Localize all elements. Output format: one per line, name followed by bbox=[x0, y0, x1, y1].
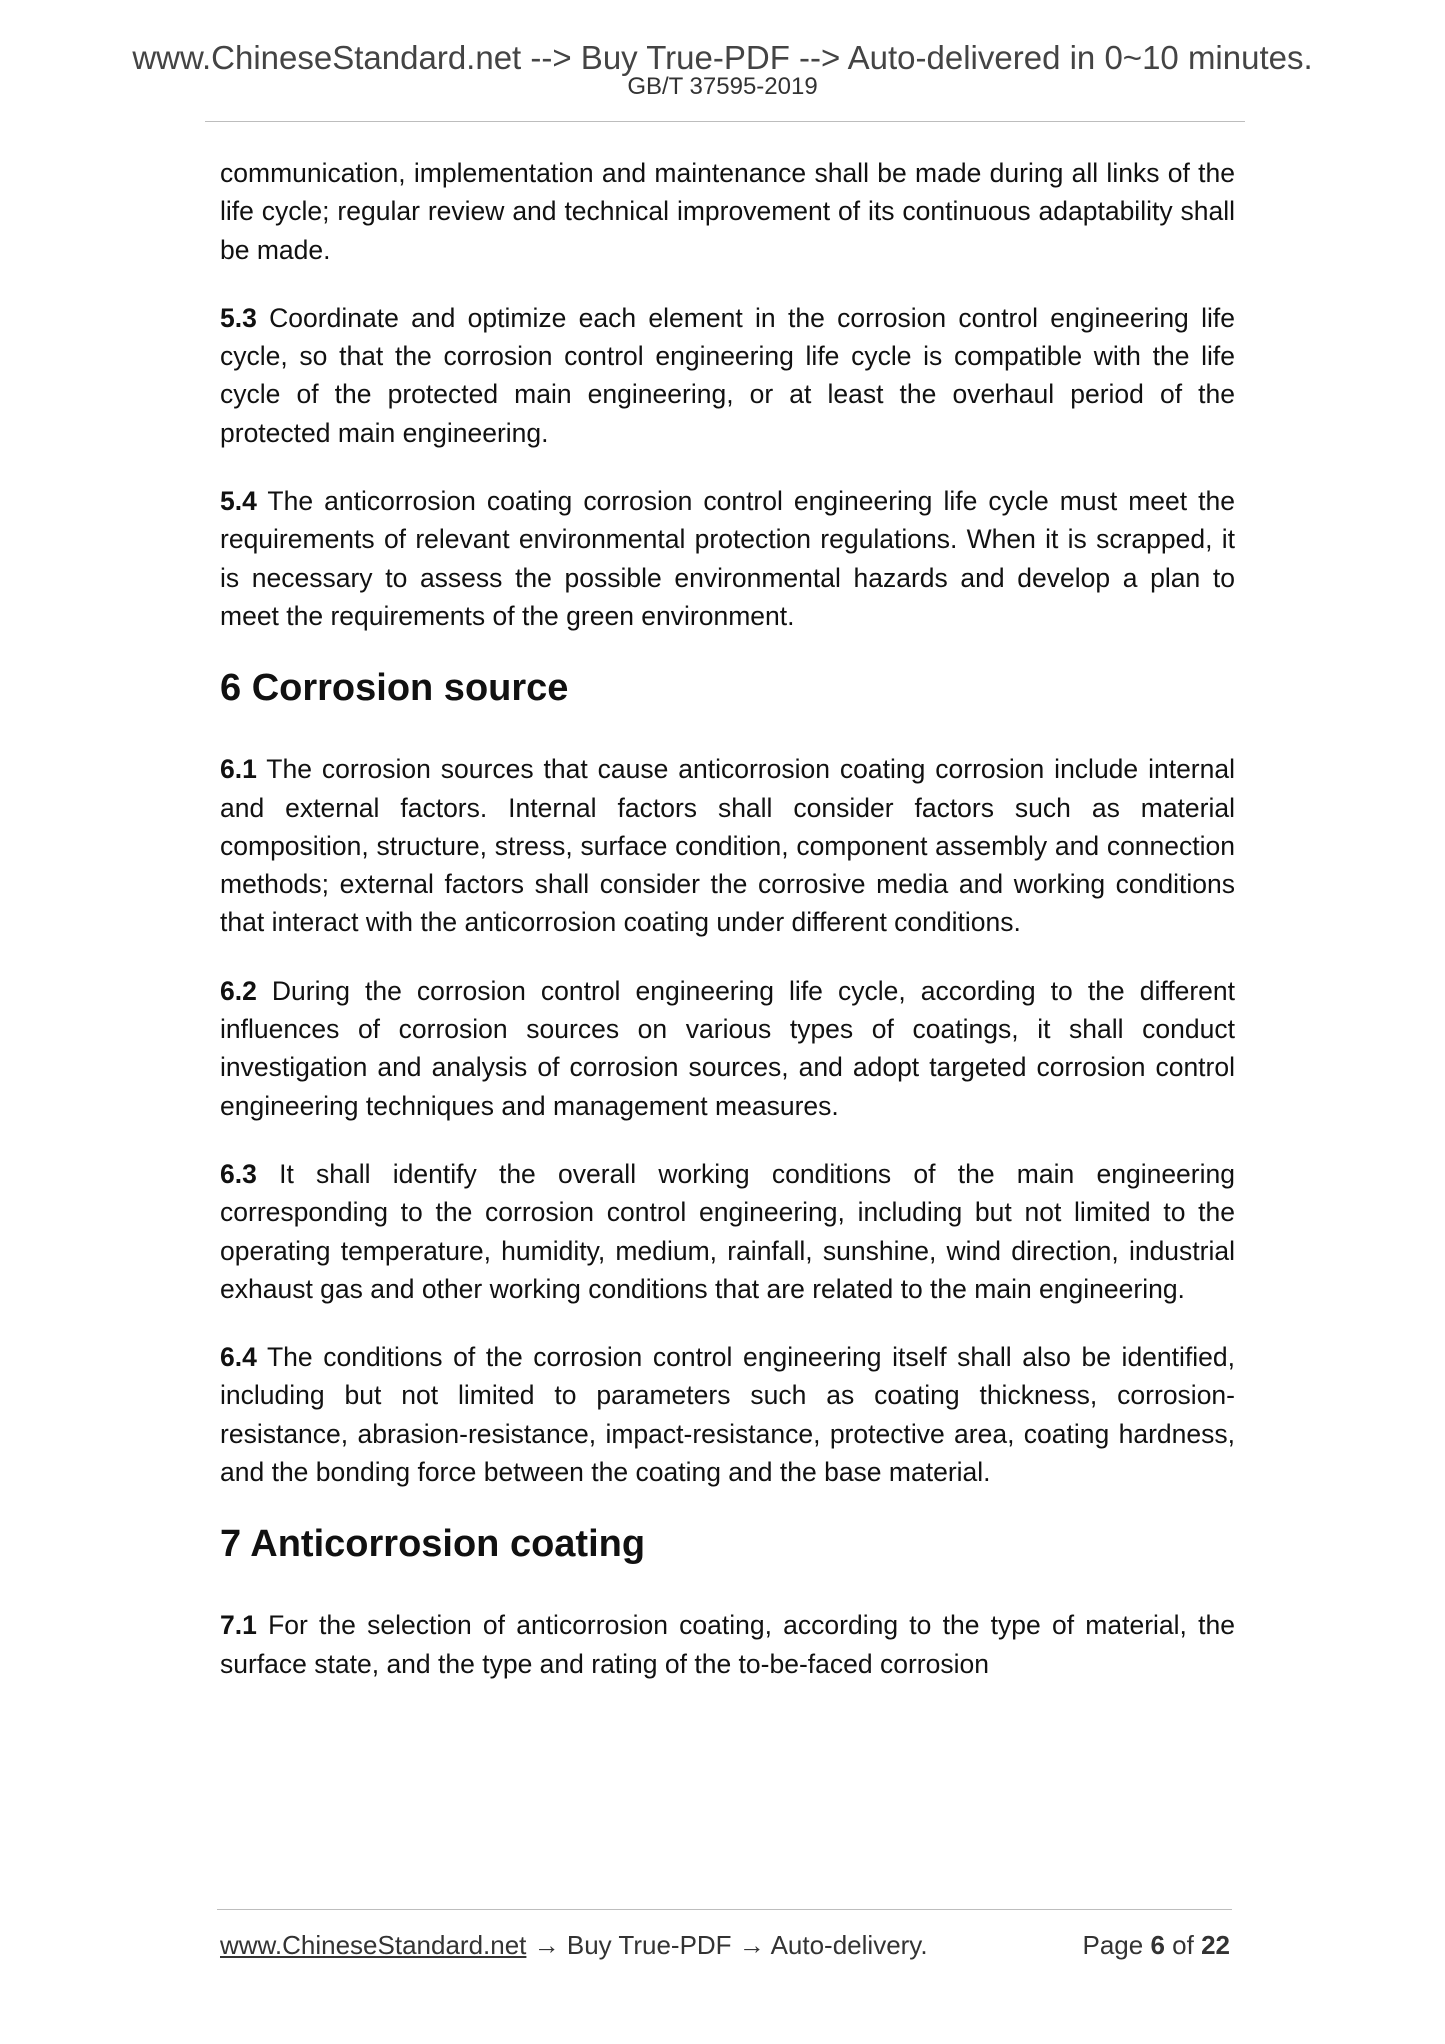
paragraph-continuation bbox=[220, 154, 1235, 269]
clause-5-3 bbox=[220, 299, 1235, 452]
clause-text: The corrosion sources that cause anticorrosion coating corrosion include internal and external factors. Internal factors shall consider factors such as material composition, structure, stress, surface condition, component assembly and connection methods; external factors shall consider the corrosive media and working conditions that interact with the anticorrosion coating under different conditions. bbox=[220, 754, 1235, 938]
page-content bbox=[220, 154, 1235, 1713]
footer-source bbox=[220, 1925, 928, 1965]
clause-6-3 bbox=[220, 1155, 1235, 1308]
clause-6-1 bbox=[220, 750, 1235, 941]
clause-number: 5.4 bbox=[220, 486, 257, 517]
standard-code: GB/T 37595-2019 bbox=[627, 73, 818, 100]
clause-number: 7.1 bbox=[220, 1610, 257, 1641]
clause-7-1 bbox=[220, 1606, 1235, 1683]
site-link[interactable]: www.ChineseStandard.net bbox=[220, 1930, 527, 1960]
source-banner: www.ChineseStandard.net --> Buy True-PDF --> Auto-delivered in 0~10 minutes. bbox=[132, 39, 1313, 76]
clause-6-2 bbox=[220, 972, 1235, 1125]
clause-text: It shall identify the overall working conditions of the main engineering corresponding to the corrosion control engineering, including but not limited to the operating temperature, humidity, medium, rainfall, sunshine, wind direction, industrial exhaust gas and other working conditions that are related to the main engineering. bbox=[220, 1158, 1235, 1304]
section-heading-7: 7 Anticorrosion coating bbox=[220, 1523, 646, 1566]
footer-divider bbox=[217, 1909, 1232, 1910]
clause-number: 6.3 bbox=[220, 1158, 257, 1189]
clause-number: 6.4 bbox=[220, 1342, 257, 1373]
clause-number: 6.1 bbox=[220, 754, 257, 785]
section-heading-6: 6 Corrosion source bbox=[220, 667, 569, 710]
footer-tagline: → Buy True-PDF → Auto-delivery. bbox=[526, 1930, 928, 1960]
header-divider bbox=[205, 121, 1245, 122]
clause-5-4 bbox=[220, 482, 1235, 635]
clause-6-4 bbox=[220, 1338, 1235, 1491]
clause-number: 6.2 bbox=[220, 975, 257, 1006]
clause-number: 5.3 bbox=[220, 302, 257, 333]
clause-text: Coordinate and optimize each element in the corrosion control engineering life cycle, so that the corrosion control engineering life cycle is compatible with the life cycle of the protected main engineering, or at least the overhaul period of the protected main engineering. bbox=[220, 302, 1235, 448]
clause-text: The anticorrosion coating corrosion control engineering life cycle must meet the requirements of relevant environmental protection regulations. When it is scrapped, it is necessary to assess the possible environmental hazards and develop a plan to meet the requirements of the green environment. bbox=[220, 486, 1235, 631]
page-indicator bbox=[1082, 1925, 1230, 1965]
of-label: of bbox=[1172, 1930, 1194, 1960]
clause-text: For the selection of anticorrosion coating, according to the type of material, the surface state, and the type and rating of the to-be-faced corrosion bbox=[220, 1610, 1235, 1679]
page-label: Page bbox=[1082, 1930, 1144, 1960]
clause-text: During the corrosion control engineering life cycle, according to the different influences of corrosion sources on various types of coatings, it shall conduct investigation and analysis of corrosion sources, and adopt targeted corrosion control engineering techniques and management measures. bbox=[220, 975, 1235, 1121]
paragraph-text: communication, implementation and maintenance shall be made during all links of the life cycle; regular review and technical improvement of its continuous adaptability shall be made. bbox=[220, 158, 1235, 265]
page-total: 22 bbox=[1201, 1930, 1230, 1960]
clause-text: The conditions of the corrosion control engineering itself shall also be identified, including but not limited to parameters such as coating thickness, corrosion-resistance, abrasion-resistance, impact-resistance, protective area, coating hardness, and the bonding force between the coating and the base material. bbox=[220, 1342, 1236, 1488]
page-footer bbox=[220, 1925, 1230, 1965]
page-current: 6 bbox=[1150, 1930, 1165, 1960]
